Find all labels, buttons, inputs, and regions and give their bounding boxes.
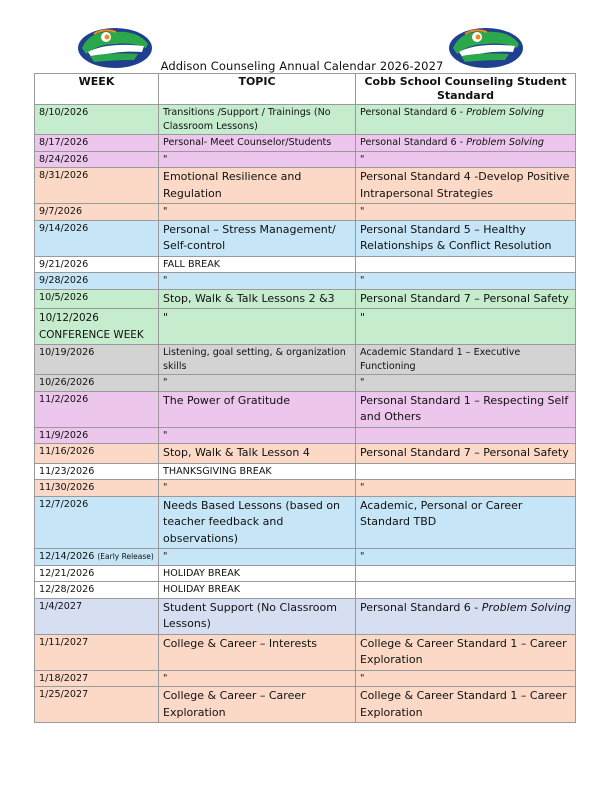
topic-cell: " [159,309,356,345]
week-cell [35,135,159,152]
standard-text: " [360,311,366,324]
topic-cell: Student Support (No Classroom Lessons) [159,598,356,634]
week-cell [35,634,159,670]
week-cell [35,105,159,135]
standard-text: " [360,206,365,217]
standard-text: " [360,377,365,388]
standard-text: " [360,551,365,562]
table-row [35,496,576,549]
week-cell [35,463,159,480]
week-date: 12/21/2026 [39,567,95,579]
week-date: 12/7/2026 [39,498,89,510]
week-date: 1/11/2027 [39,636,89,648]
table-row [35,549,576,566]
standard-cell [356,105,576,135]
week-date: 8/10/2026 [39,107,89,118]
standard-cell [356,289,576,309]
topic-cell: " [159,375,356,392]
week-cell [35,480,159,497]
week-date: 8/24/2026 [39,153,89,165]
standard-text: College & Career Standard 1 – Career Exploration [360,689,567,719]
week-cell [35,670,159,687]
table-row [35,135,576,152]
standard-cell [356,496,576,549]
week-cell [35,687,159,723]
standard-text: Academic Standard 1 – Executive Functioning [360,347,521,372]
topic-cell: " [159,670,356,687]
standard-text: Personal Standard 7 – Personal Safety [360,446,569,459]
topic-cell: THANKSGIVING BREAK [159,463,356,480]
week-date: 1/4/2027 [39,600,83,612]
table-row [35,289,576,309]
standard-cell [356,598,576,634]
week-date: 1/18/2027 [39,672,89,684]
week-cell [35,309,159,345]
week-cell [35,256,159,273]
topic-cell: Transitions /Support / Trainings (No Classroom Lessons) [159,105,356,135]
standard-text: Personal Standard 6 - [360,600,482,614]
topic-cell: Personal- Meet Counselor/Students [159,135,356,152]
standard-text: Personal Standard 5 – Healthy Relationships & Conflict Resolution [360,222,552,252]
week-date: 11/9/2026 [39,429,89,441]
standard-text: Personal Standard 4 -Develop Positive Intrapersonal Strategies [360,170,570,200]
topic-cell: " [159,427,356,444]
topic-cell: Listening, goal setting, & organization skills [159,345,356,375]
week-date: 11/2/2026 [39,393,89,405]
week-cell [35,204,159,221]
table-row [35,273,576,290]
week-cell [35,444,159,464]
week-cell [35,220,159,256]
topic-cell: College & Career – Career Exploration [159,687,356,723]
standard-cell [356,480,576,497]
standard-text: " [360,275,365,286]
table-row [35,480,576,497]
week-date: 11/30/2026 [39,482,95,493]
week-cell [35,496,159,549]
standard-italic: Problem Solving [466,137,544,148]
standard-cell [356,582,576,599]
table-row [35,151,576,168]
standard-cell [356,345,576,375]
week-date: 11/23/2026 [39,465,95,477]
topic-cell: " [159,204,356,221]
table-row [35,634,576,670]
week-cell [35,273,159,290]
table-row [35,204,576,221]
week-date: 8/17/2026 [39,137,89,148]
standard-text: College & Career Standard 1 – Career Exploration [360,636,567,666]
week-date: 12/14/2026 [39,551,95,562]
week-cell [35,582,159,599]
week-date: 9/21/2026 [39,258,89,270]
topic-cell: HOLIDAY BREAK [159,582,356,599]
calendar-table [34,73,576,723]
standard-cell [356,687,576,723]
week-date: 10/12/2026 CONFERENCE WEEK [39,312,144,341]
table-row [35,598,576,634]
standard-cell [356,375,576,392]
standard-cell [356,427,576,444]
table-row [35,391,576,427]
week-date: 1/25/2027 [39,689,89,700]
topic-cell: " [159,151,356,168]
table-row [35,256,576,273]
calendar-rows [35,105,576,723]
standard-cell [356,256,576,273]
table-row [35,220,576,256]
standard-italic: Problem Solving [466,107,544,118]
week-note: (Early Release) [97,552,154,561]
week-date: 8/31/2026 [39,170,89,181]
topic-cell: " [159,549,356,566]
standard-cell [356,670,576,687]
standard-text: " [360,153,365,165]
week-date: 9/7/2026 [39,206,83,217]
standard-cell [356,444,576,464]
header-topic: TOPIC [159,74,356,105]
standard-cell [356,391,576,427]
week-cell [35,289,159,309]
week-cell [35,151,159,168]
week-date: 11/16/2026 [39,446,95,457]
week-date: 12/28/2026 [39,584,95,595]
standard-cell [356,220,576,256]
topic-cell: Stop, Walk & Talk Lessons 2 &3 [159,289,356,309]
week-date: 10/5/2026 [39,291,89,303]
table-row [35,168,576,204]
week-date: 10/19/2026 [39,347,95,358]
table-header-row [35,74,576,105]
week-cell [35,565,159,582]
table-row [35,375,576,392]
table-row [35,687,576,723]
page-title: Addison Counseling Annual Calendar 2026-2027 [160,59,444,73]
standard-text: Personal Standard 7 – Personal Safety [360,291,569,305]
standard-cell [356,273,576,290]
week-cell [35,345,159,375]
topic-cell: The Power of Gratitude [159,391,356,427]
week-date: 9/28/2026 [39,275,89,286]
table-row [35,345,576,375]
week-cell [35,391,159,427]
topic-cell: FALL BREAK [159,256,356,273]
table-row [35,444,576,464]
topic-cell: Personal – Stress Management/ Self-control [159,220,356,256]
table-row [35,427,576,444]
week-date: 10/26/2026 [39,377,95,388]
topic-cell: HOLIDAY BREAK [159,565,356,582]
table-row [35,463,576,480]
table-row [35,565,576,582]
topic-cell: Stop, Walk & Talk Lesson 4 [159,444,356,464]
standard-text: Personal Standard 6 - [360,107,467,118]
topic-cell: " [159,273,356,290]
topic-cell: Needs Based Lessons (based on teacher feedback and observations) [159,496,356,549]
header-standard: Cobb School Counseling Student Standard [356,74,576,105]
table-row [35,582,576,599]
standard-cell [356,151,576,168]
week-cell [35,549,159,566]
table-row [35,105,576,135]
standard-cell [356,204,576,221]
topic-cell: Emotional Resilience and Regulation [159,168,356,204]
standard-cell [356,565,576,582]
standard-cell [356,634,576,670]
standard-text: " [360,482,365,493]
topic-cell: " [159,480,356,497]
standard-text: Personal Standard 1 – Respecting Self and Others [360,393,569,423]
week-cell [35,168,159,204]
standard-cell [356,309,576,345]
standard-text: Personal Standard 6 - [360,137,467,148]
week-cell [35,427,159,444]
week-cell [35,598,159,634]
standard-text: " [360,672,365,684]
standard-italic: Problem Solving [481,600,571,614]
standard-cell [356,463,576,480]
table-row [35,309,576,345]
standard-text: Academic, Personal or Career Standard TBD [360,498,523,528]
standard-cell [356,168,576,204]
header-week: WEEK [35,74,159,105]
standard-cell [356,549,576,566]
week-date: 9/14/2026 [39,222,89,234]
week-cell [35,375,159,392]
topic-cell: College & Career – Interests [159,634,356,670]
table-row [35,670,576,687]
standard-cell [356,135,576,152]
